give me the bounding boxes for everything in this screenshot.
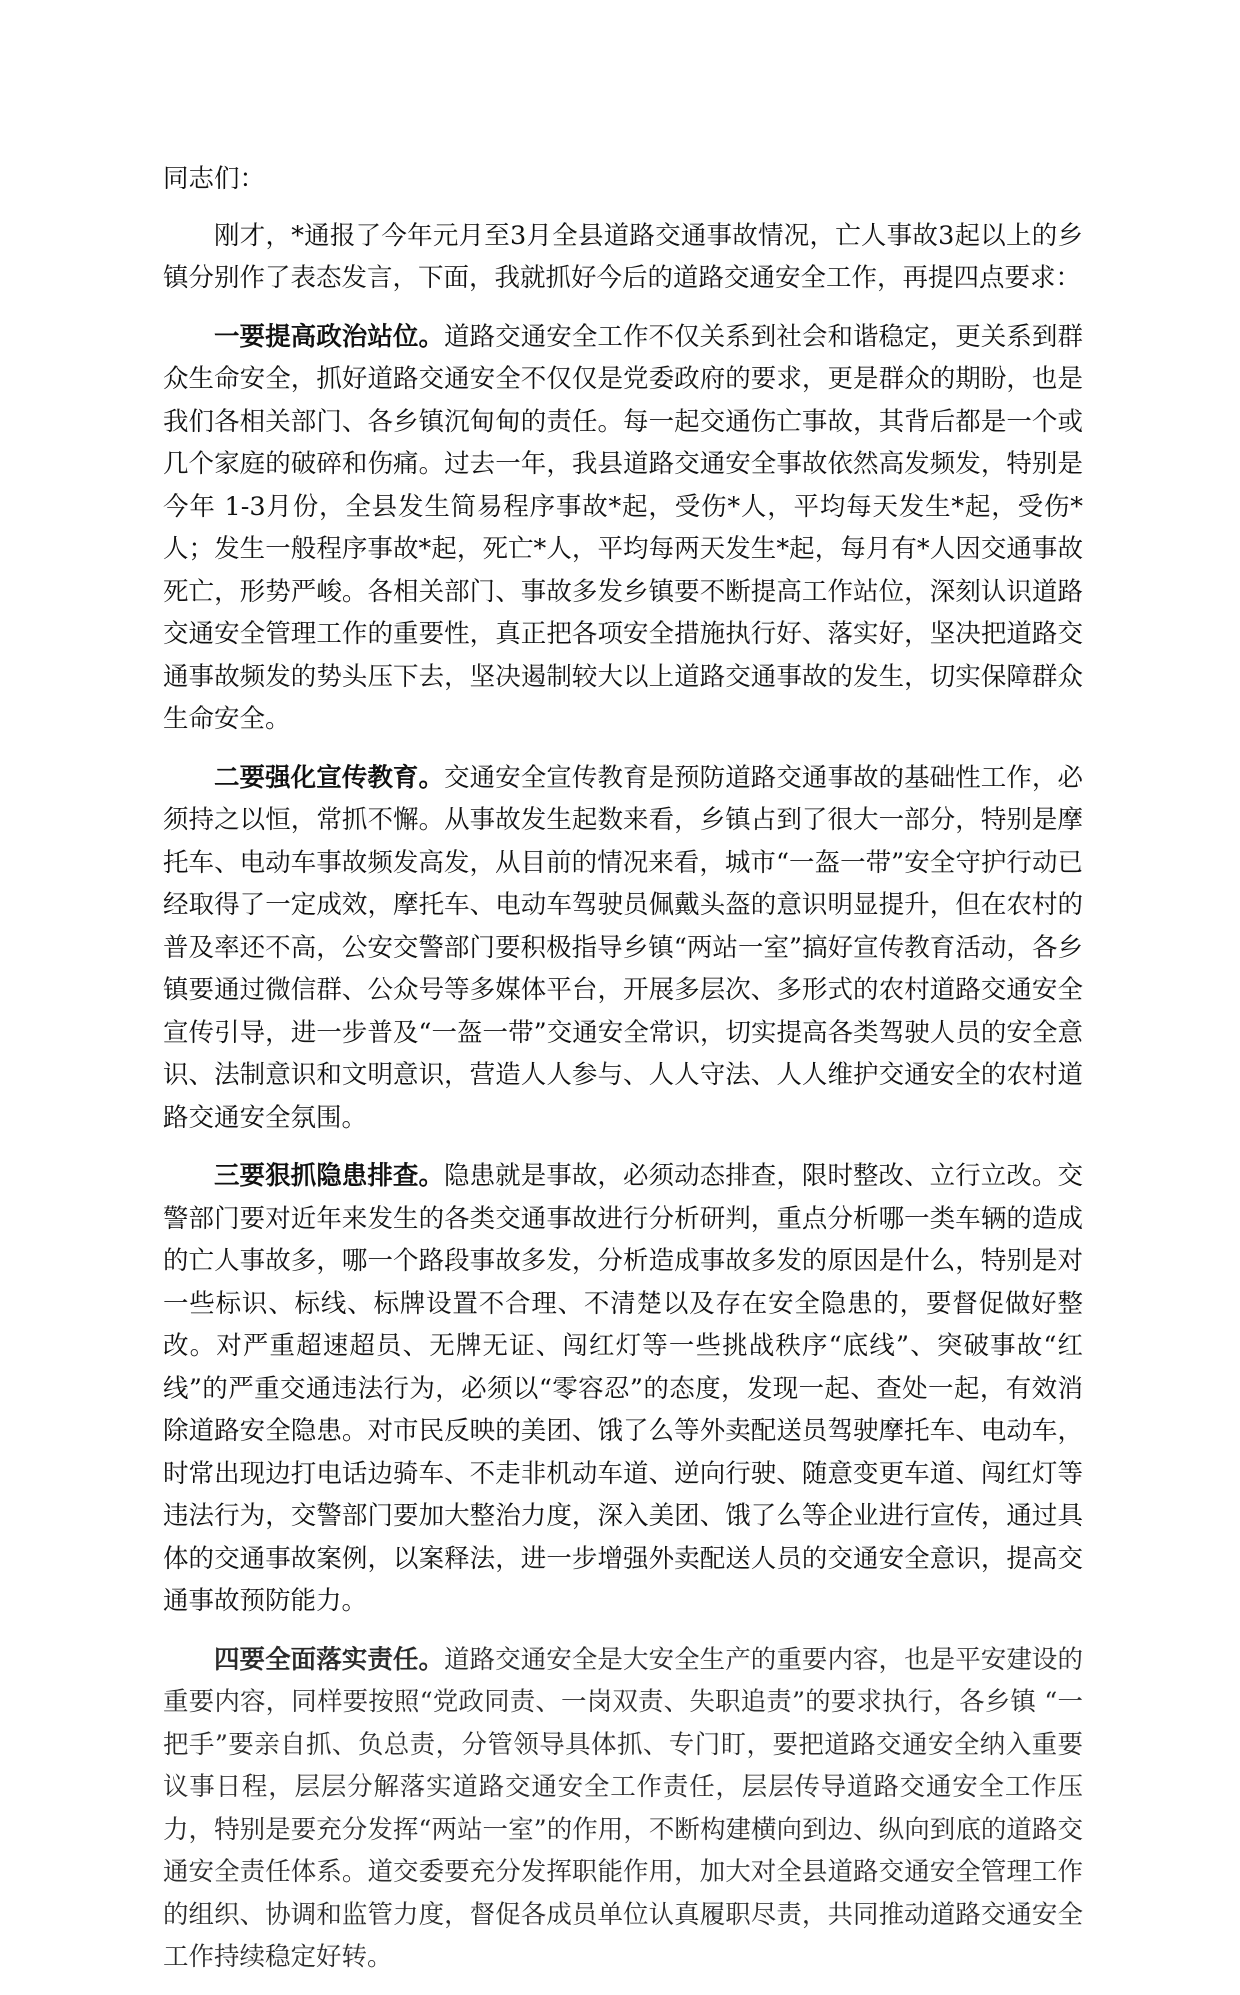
section-paragraph-1: [163, 316, 1083, 741]
section-heading-4: 四要全面落实责任。: [214, 1644, 445, 1675]
section-body-1: 道路交通安全工作不仅关系到社会和谐稳定，更关系到群众生命安全，抓好道路交通安全不仅仅是党委政府的要求，更是群众的期盼，也是我们各相关部门、各乡镇沉甸甸的责任。每一起交通伤亡事故，其背后都是一个或几个家庭的破碎和伤痛。过去一年，我县道路交通安全事故依然高发频发，特别是今年 1-3月份，全县发生简易程序事故*起，受伤*人，平均每天发生*起，受伤*人；发生一般程序事故*起，死亡*人，平均每两天发生*起，每月有*人因交通事故死亡，形势严峻。各相关部门、事故多发乡镇要不断提高工作站位，深刻认识道路交通安全管理工作的重要性，真正把各项安全措施执行好、落实好，坚决把道路交通事故频发的势头压下去，坚决遏制较大以上道路交通事故的发生，切实保障群众生命安全。: [163, 321, 1083, 734]
section-heading-3: 三要狠抓隐患排查。: [214, 1161, 445, 1191]
section-heading-1: 一要提高政治站位。: [214, 321, 445, 352]
section-heading-2: 二要强化宣传教育。: [214, 762, 445, 793]
section-body-3: 隐患就是事故，必须动态排查，限时整改、立行立改。交警部门要对近年来发生的各类交通事故进行分析研判，重点分析哪一类车辆的造成的亡人事故多，哪一个路段事故多发，分析造成事故多发的原因是什么，特别是对一些标识、标线、标牌设置不合理、不清楚以及存在安全隐患的，要督促做好整改。对严重超速超员、无牌无证、闯红灯等一些挑战秩序“底线”、突破事故“红线”的严重交通违法行为，必须以“零容忍”的态度，发现一起、查处一起，有效消除道路安全隐患。对市民反映的美团、饿了么等外卖配送员驾驶摩托车、电动车，时常出现边打电话边骑车、不走非机动车道、逆向行驶、随意变更车道、闯红灯等违法行为，交警部门要加大整治力度，深入美团、饿了么等企业进行宣传，通过具体的交通事故案例，以案释法，进一步增强外卖配送人员的交通安全意识，提高交通事故预防能力。: [163, 1161, 1083, 1616]
section-body-2: 交通安全宣传教育是预防道路交通事故的基础性工作，必须持之以恒，常抓不懈。从事故发生起数来看，乡镇占到了很大一部分，特别是摩托车、电动车事故频发高发，从目前的情况来看，城市“一盔一带”安全守护行动已经取得了一定成效，摩托车、电动车驾驶员佩戴头盔的意识明显提升，但在农村的普及率还不高，公安交警部门要积极指导乡镇“两站一室”搞好宣传教育活动，各乡镇要通过微信群、公众号等多媒体平台，开展多层次、多形式的农村道路交通安全宣传引导，进一步普及“一盔一带”交通安全常识，切实提高各类驾驶人员的安全意识、法制意识和文明意识，营造人人参与、人人守法、人人维护交通安全的农村道路交通安全氛围。: [163, 762, 1083, 1133]
greeting: 同志们：: [163, 164, 266, 194]
intro-paragraph: 刚才，*通报了今年元月至3月全县道路交通事故情况，亡人事故3起以上的乡镇分别作了表态发言，下面，我就抓好今后的道路交通安全工作，再提四点要求：: [163, 220, 1083, 293]
section-paragraph-3: [163, 1155, 1083, 1623]
section-paragraph-2: [163, 757, 1083, 1140]
section-body-4: 道路交通安全是大安全生产的重要内容，也是平安建设的重要内容，同样要按照“党政同责、一岗双责、失职追责”的要求执行，各乡镇 “一把手”要亲自抓、负总责，分管领导具体抓、专门盯，要把道路交通安全纳入重要议事日程，层层分解落实道路交通安全工作责任，层层传导道路交通安全工作压力，特别是要充分发挥“两站一室”的作用，不断构建横向到边、纵向到底的道路交通安全责任体系。道交委要充分发挥职能作用，加大对全县道路交通安全管理工作的组织、协调和监管力度，督促各成员单位认真履职尽责，共同推动道路交通安全工作持续稳定好转。: [163, 1644, 1083, 1972]
document-body: [163, 158, 1083, 1995]
section-paragraph-4: [163, 1639, 1083, 1979]
